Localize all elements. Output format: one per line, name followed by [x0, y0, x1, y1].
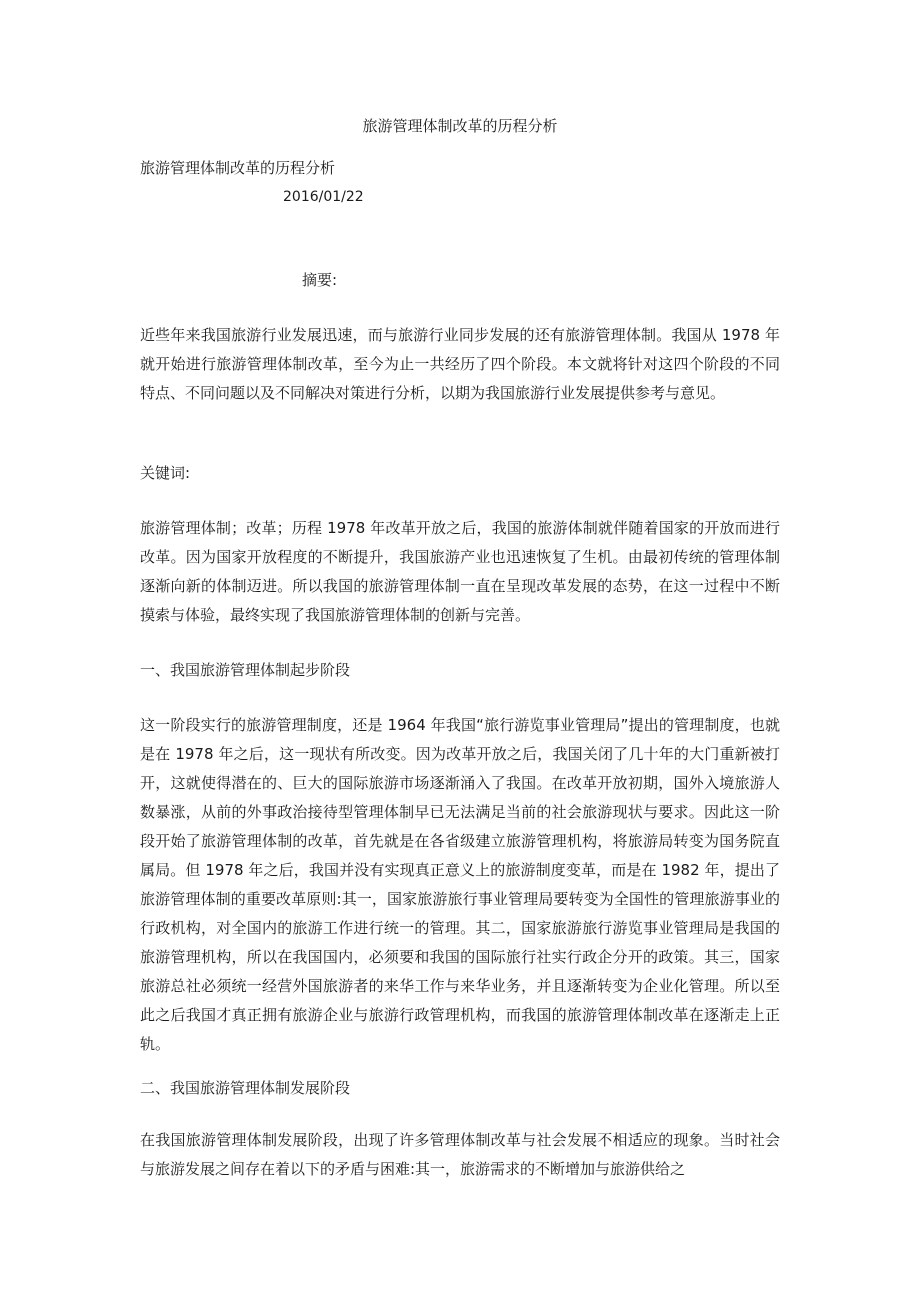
section-1-paragraph: 这一阶段实行的旅游管理制度，还是 1964 年我国“旅行游览事业管理局”提出的管理制度，也就是在 1978 年之后，这一现状有所改变。因为改革开放之后，我国关闭了几十年的大门重新被打开，这就使得潜在的、巨大的国际旅游市场逐渐涌入了我国。在改革开放初期，国外入境旅游人数暴涨，从前的外事政治接待型管理体制早已无法满足当前的社会旅游现状与要求。因此这一阶段开始了旅游管理体制的改革，首先就是在各省级建立旅游管理机构，将旅游局转变为国务院直属局。但 1978 年之后，我国并没有实现真正意义上的旅游制度变革，而是在 1982 年，提出了旅游管理体制的重要改革原则:其一，国家旅游旅行事业管理局要转变为全国性的管理旅游事业的行政机构，对全国内的旅游工作进行统一的管理。其二，国家旅游旅行游览事业管理局是我国的旅游管理机构，所以在我国国内，必须要和我国的国际旅行社实行政企分开的政策。其三，国家旅游总社必须统一经营外国旅游者的来华工作与来华业务，并且逐渐转变为企业化管理。所以至此之后我国才真正拥有旅游企业与旅游行政管理机构，而我国的旅游管理体制改革在逐渐走上正轨。	[140, 716, 780, 1053]
publish-date: 2016/01/22	[283, 189, 364, 205]
keywords-paragraph: 旅游管理体制；改革；历程 1978 年改革开放之后，我国的旅游体制就伴随着国家的开放而进行改革。因为国家开放程度的不断提升，我国旅游产业也迅速恢复了生机。由最初传统的管理体制逐渐向新的体制迈进。所以我国的旅游管理体制一直在呈现改革发展的态势，在这一过程中不断摸索与体验，最终实现了我国旅游管理体制的创新与完善。	[140, 519, 780, 624]
section-2-heading: 二、我国旅游管理体制发展阶段	[140, 1079, 351, 1097]
abstract-paragraph: 近些年来我国旅游行业发展迅速，而与旅游行业同步发展的还有旅游管理体制。我国从 1978 年就开始进行旅游管理体制改革，至今为止一共经历了四个阶段。本文就将针对这四个阶段的不同特点、不同问题以及不同解决对策进行分析，以期为我国旅游行业发展提供参考与意见。	[140, 326, 780, 402]
article-subtitle: 旅游管理体制改革的历程分析	[140, 159, 336, 177]
keywords-label: 关键词:	[140, 464, 191, 482]
document-title: 旅游管理体制改革的历程分析	[362, 117, 558, 135]
section-2-paragraph: 在我国旅游管理体制发展阶段，出现了许多管理体制改革与社会发展不相适应的现象。当时社会与旅游发展之间存在着以下的矛盾与困难:其一，旅游需求的不断增加与旅游供给之	[140, 1131, 780, 1178]
section-1-heading: 一、我国旅游管理体制起步阶段	[140, 661, 351, 679]
abstract-label: 摘要:	[302, 271, 338, 289]
